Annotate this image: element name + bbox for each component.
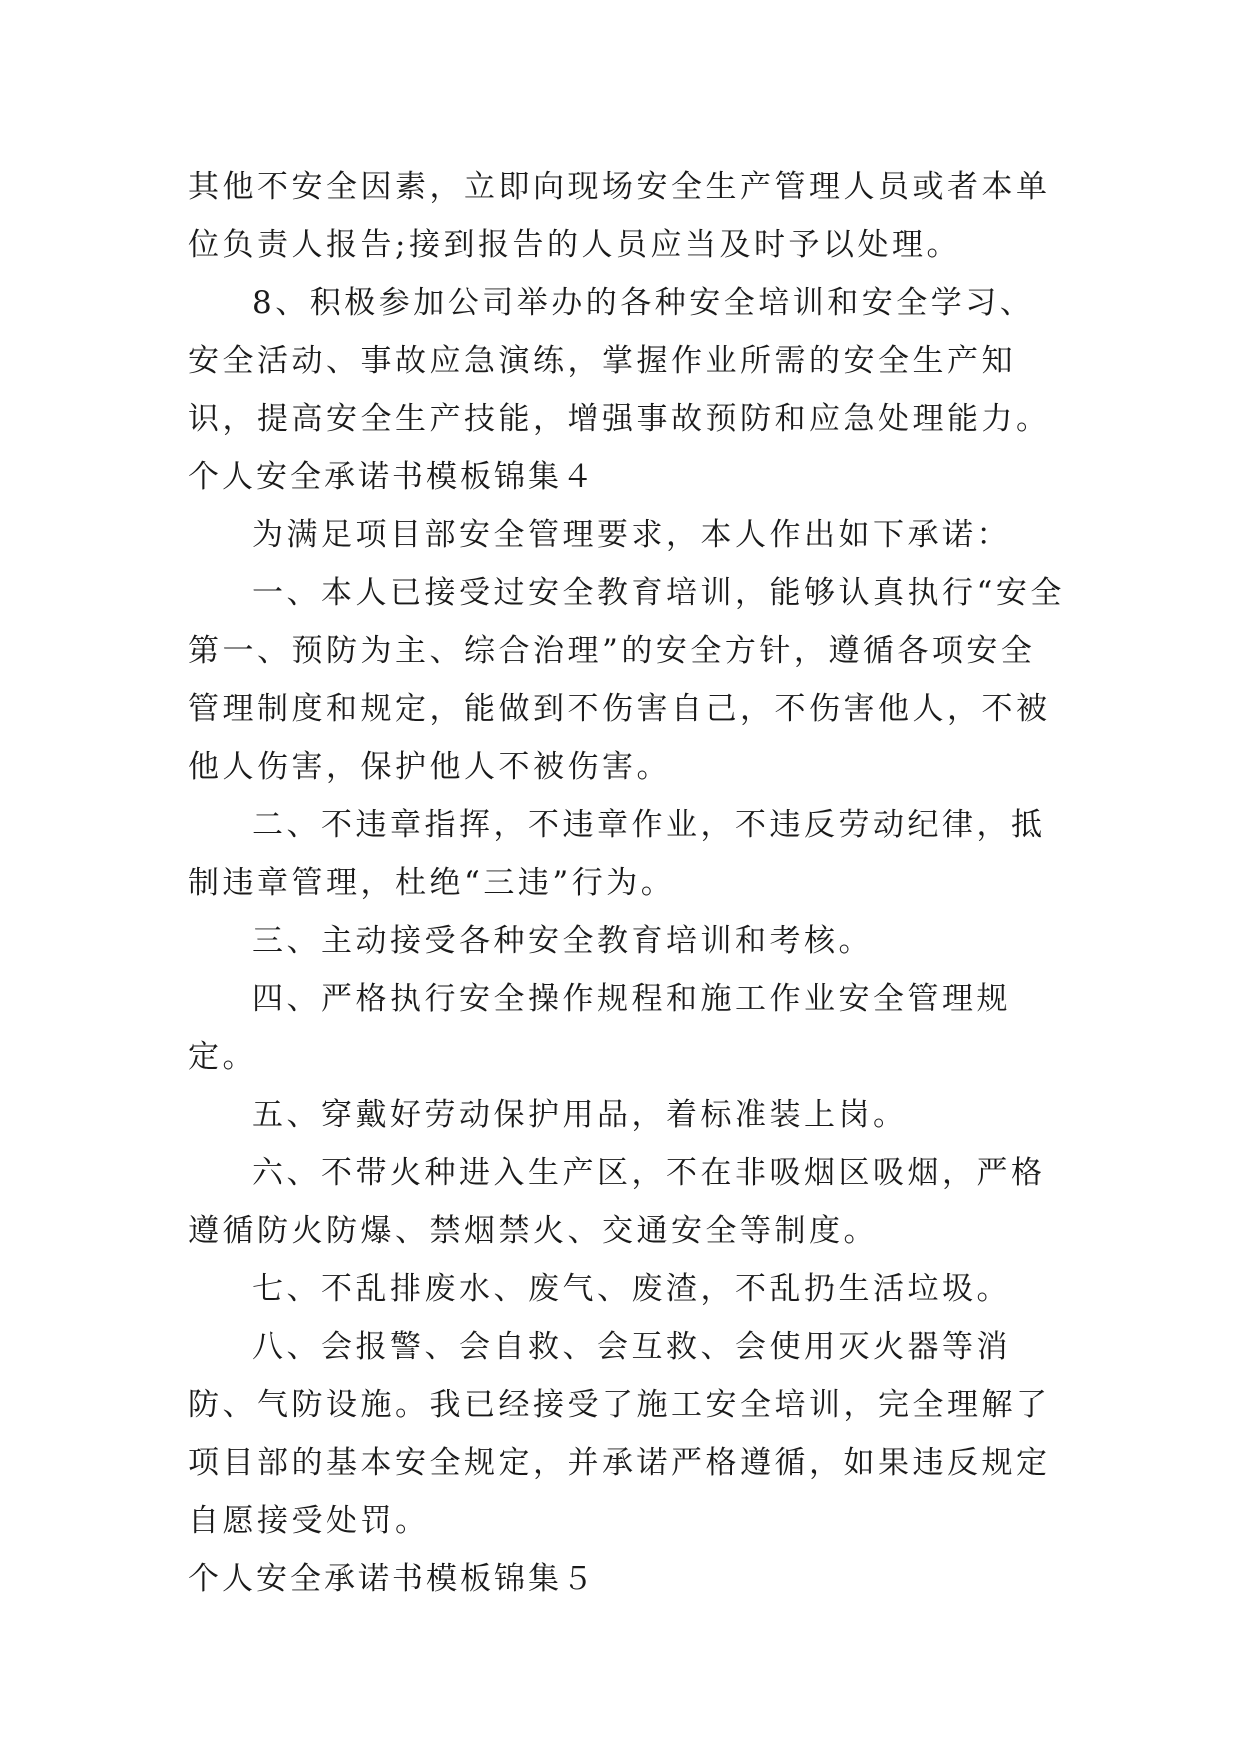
paragraph-item-3: 三、主动接受各种安全教育培训和考核。	[252, 923, 873, 959]
paragraph-item-4: 四、严格执行安全操作规程和施工作业安全管理规定。	[188, 981, 1011, 1075]
paragraph-continuation: 其他不安全因素，立即向现场安全生产管理人员或者本单位负责人报告;接到报告的人员应当及时予以处理。	[188, 169, 1051, 263]
paragraph-item-6: 六、不带火种进入生产区，不在非吸烟区吸烟，严格遵循防火防爆、禁烟禁火、交通安全等制度。	[188, 1155, 1046, 1249]
section-heading-4: 个人安全承诺书模板锦集４	[188, 459, 596, 495]
document-body	[188, 158, 1068, 1608]
paragraph-item-8: 8、积极参加公司举办的各种安全培训和安全学习、安全活动、事故应急演练，掌握作业所需的安全生产知识，提高安全生产技能，增强事故预防和应急处理能力。	[188, 285, 1051, 437]
paragraph-item-1: 一、本人已接受过安全教育培训，能够认真执行“安全第一、预防为主、综合治理”的安全方针，遵循各项安全管理制度和规定，能做到不伤害自己，不伤害他人，不被他人伤害，保护他人不被伤害。	[188, 575, 1065, 785]
paragraph-item-8b: 八、会报警、会自救、会互救、会使用灭火器等消防、气防设施。我已经接受了施工安全培训，完全理解了项目部的基本安全规定，并承诺严格遵循，如果违反规定自愿接受处罚。	[188, 1329, 1051, 1539]
paragraph-item-7: 七、不乱排废水、废气、废渣，不乱扔生活垃圾。	[252, 1271, 1011, 1307]
paragraph-item-2: 二、不违章指挥，不违章作业，不违反劳动纪律，抵制违章管理，杜绝“三违”行为。	[188, 807, 1046, 901]
paragraph-intro: 为满足项目部安全管理要求，本人作出如下承诺：	[252, 517, 1011, 553]
paragraph-item-5: 五、穿戴好劳动保护用品，着标准装上岗。	[252, 1097, 908, 1133]
section-heading-5: 个人安全承诺书模板锦集５	[188, 1561, 596, 1597]
